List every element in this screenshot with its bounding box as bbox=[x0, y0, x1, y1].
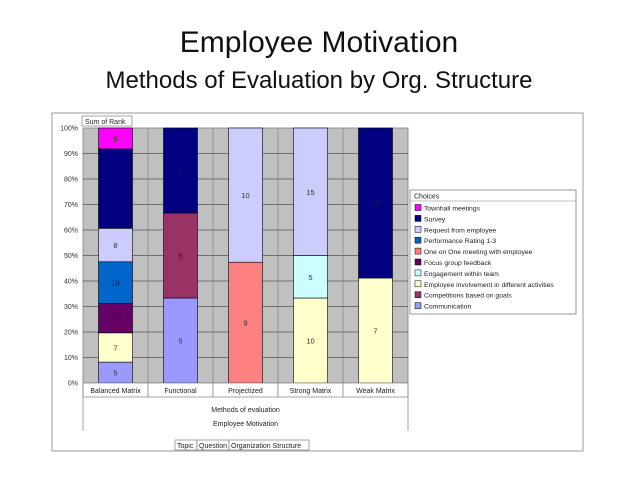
y-tick-label: 50% bbox=[63, 253, 78, 260]
x-axis-field-button[interactable]: Methods of evaluation bbox=[211, 407, 280, 414]
data-field-label[interactable]: Sum of Rank bbox=[85, 119, 126, 126]
data-label: 10 bbox=[371, 199, 380, 208]
legend-title: Choices bbox=[414, 193, 440, 201]
data-label: 5 bbox=[308, 272, 313, 282]
data-label: 7 bbox=[113, 343, 118, 353]
category-label: Weak Matrix bbox=[356, 388, 395, 395]
data-label: 5 bbox=[178, 166, 183, 176]
legend-entry: Engagement within team bbox=[424, 270, 499, 278]
page-field-label[interactable]: Question bbox=[199, 443, 228, 450]
legend-swatch bbox=[415, 259, 421, 265]
legend-swatch bbox=[415, 237, 421, 243]
slide-subtitle: Methods of Evaluation by Org. Structure bbox=[105, 67, 533, 94]
category-label: Functional bbox=[164, 388, 197, 395]
legend-entry: Employee involvement in different activities bbox=[424, 281, 554, 289]
legend-entry: Townhall meetings bbox=[424, 205, 480, 213]
category-label: Projectized bbox=[228, 388, 263, 395]
y-tick-label: 80% bbox=[63, 176, 78, 184]
data-label: 9 bbox=[243, 318, 248, 328]
data-label: 7 bbox=[113, 314, 118, 324]
legend-swatch bbox=[415, 292, 421, 298]
legend-entry: Survey bbox=[424, 216, 446, 224]
legend-swatch bbox=[415, 226, 421, 232]
page-field-label[interactable]: Organization Structure bbox=[231, 443, 302, 450]
data-label: 7 bbox=[373, 326, 378, 336]
y-tick-label: 30% bbox=[63, 304, 78, 311]
legend-swatch bbox=[415, 281, 421, 287]
y-tick-label: 100% bbox=[60, 125, 78, 133]
legend-entry: Performance Rating 1-3 bbox=[424, 238, 497, 246]
legend-swatch bbox=[415, 303, 421, 309]
y-tick-label: 60% bbox=[63, 227, 78, 235]
category-label: Balanced Matrix bbox=[90, 388, 141, 395]
legend-swatch bbox=[415, 205, 421, 211]
data-label: 5 bbox=[113, 134, 118, 144]
y-tick-label: 40% bbox=[63, 278, 78, 286]
data-label: 15 bbox=[306, 187, 315, 197]
y-tick-label: 20% bbox=[63, 329, 78, 337]
data-label: 10 bbox=[306, 336, 315, 346]
legend-entry: One on One meeting with employee bbox=[424, 249, 533, 257]
y-tick-label: 10% bbox=[63, 355, 78, 362]
legend-entry: Focus group feedback bbox=[424, 260, 492, 267]
y-tick-label: 90% bbox=[63, 151, 78, 158]
data-label: 5 bbox=[178, 251, 183, 261]
legend-entry: Communication bbox=[424, 303, 472, 311]
slide-title: Employee Motivation bbox=[179, 26, 459, 59]
legend-swatch bbox=[415, 270, 421, 276]
bar-segment bbox=[99, 149, 133, 228]
legend-entry: Competitions based on goals bbox=[424, 292, 512, 300]
data-label: 10 bbox=[241, 191, 250, 201]
y-tick-label: 70% bbox=[63, 202, 78, 209]
legend-swatch bbox=[415, 215, 421, 221]
data-label: 8 bbox=[113, 241, 118, 251]
page-field-label[interactable]: Topic bbox=[177, 443, 194, 450]
data-label: 10 bbox=[111, 278, 120, 288]
category-label: Strong Matrix bbox=[289, 388, 332, 395]
x-axis-subfield-button[interactable]: Employee Motivation bbox=[213, 421, 278, 428]
y-tick-label: 0% bbox=[67, 380, 78, 388]
data-label: 5 bbox=[113, 368, 118, 378]
legend-entry: Request from employee bbox=[424, 227, 497, 235]
data-label: 5 bbox=[178, 336, 183, 346]
legend-swatch bbox=[415, 248, 421, 254]
